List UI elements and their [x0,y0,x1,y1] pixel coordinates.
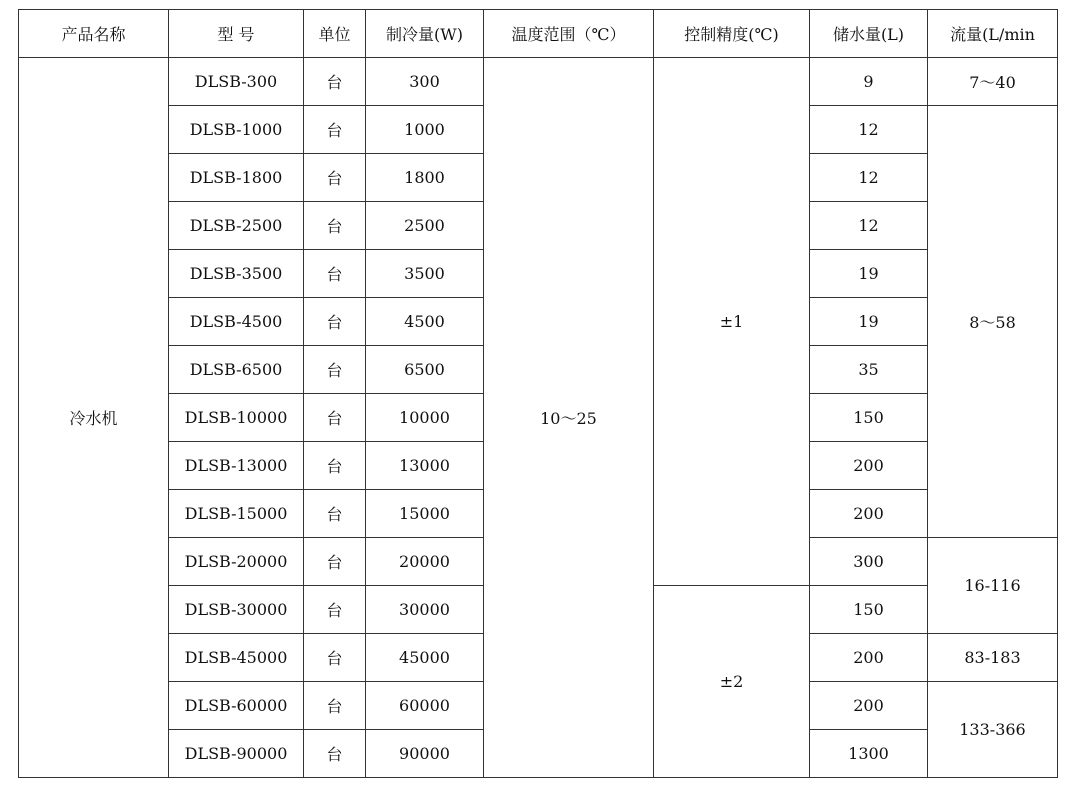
model-cell: DLSB-45000 [169,634,304,682]
cooling-cell: 1800 [366,154,484,202]
model-cell: DLSB-60000 [169,682,304,730]
spec-table [18,9,1058,778]
unit-cell: 台 [304,298,366,346]
unit-cell: 台 [304,106,366,154]
header-water-storage: 储水量(L) [810,10,928,58]
model-cell: DLSB-15000 [169,490,304,538]
unit-cell: 台 [304,682,366,730]
unit-cell: 台 [304,346,366,394]
unit-cell: 台 [304,58,366,106]
precision-cell-2: ±2 [654,586,810,778]
model-cell: DLSB-6500 [169,346,304,394]
unit-cell: 台 [304,250,366,298]
model-cell: DLSB-3500 [169,250,304,298]
unit-cell: 台 [304,154,366,202]
cooling-cell: 3500 [366,250,484,298]
model-cell: DLSB-1000 [169,106,304,154]
header-row [19,10,1058,58]
storage-cell: 200 [810,634,928,682]
header-flow-rate: 流量(L/min [928,10,1058,58]
storage-cell: 12 [810,106,928,154]
storage-cell: 150 [810,394,928,442]
model-cell: DLSB-300 [169,58,304,106]
header-cooling-capacity: 制冷量(W) [366,10,484,58]
unit-cell: 台 [304,730,366,778]
storage-cell: 1300 [810,730,928,778]
cooling-cell: 10000 [366,394,484,442]
cooling-cell: 300 [366,58,484,106]
storage-cell: 12 [810,202,928,250]
cooling-cell: 4500 [366,298,484,346]
unit-cell: 台 [304,586,366,634]
model-cell: DLSB-10000 [169,394,304,442]
header-temperature-range: 温度范围（℃） [484,10,654,58]
flow-cell: 133-366 [928,682,1058,778]
cooling-cell: 30000 [366,586,484,634]
storage-cell: 200 [810,682,928,730]
flow-cell: 83-183 [928,634,1058,682]
model-cell: DLSB-90000 [169,730,304,778]
cooling-cell: 15000 [366,490,484,538]
flow-cell: 7～40 [928,58,1058,106]
storage-cell: 19 [810,250,928,298]
model-cell: DLSB-4500 [169,298,304,346]
product-name-cell: 冷水机 [19,58,169,778]
unit-cell: 台 [304,442,366,490]
cooling-cell: 90000 [366,730,484,778]
storage-cell: 19 [810,298,928,346]
model-cell: DLSB-13000 [169,442,304,490]
table-row [19,58,1058,106]
model-cell: DLSB-30000 [169,586,304,634]
header-unit: 单位 [304,10,366,58]
precision-cell-1: ±1 [654,58,810,586]
cooling-cell: 60000 [366,682,484,730]
storage-cell: 200 [810,442,928,490]
cooling-cell: 6500 [366,346,484,394]
model-cell: DLSB-1800 [169,154,304,202]
flow-cell: 8～58 [928,106,1058,538]
cooling-cell: 20000 [366,538,484,586]
unit-cell: 台 [304,538,366,586]
storage-cell: 200 [810,490,928,538]
storage-cell: 12 [810,154,928,202]
header-product-name: 产品名称 [19,10,169,58]
storage-cell: 150 [810,586,928,634]
unit-cell: 台 [304,394,366,442]
cooling-cell: 45000 [366,634,484,682]
unit-cell: 台 [304,490,366,538]
unit-cell: 台 [304,634,366,682]
cooling-cell: 13000 [366,442,484,490]
temperature-range-cell: 10～25 [484,58,654,778]
header-model: 型 号 [169,10,304,58]
cooling-cell: 1000 [366,106,484,154]
storage-cell: 9 [810,58,928,106]
cooling-cell: 2500 [366,202,484,250]
model-cell: DLSB-2500 [169,202,304,250]
model-cell: DLSB-20000 [169,538,304,586]
storage-cell: 300 [810,538,928,586]
unit-cell: 台 [304,202,366,250]
flow-cell: 16-116 [928,538,1058,634]
storage-cell: 35 [810,346,928,394]
header-control-precision: 控制精度(℃) [654,10,810,58]
